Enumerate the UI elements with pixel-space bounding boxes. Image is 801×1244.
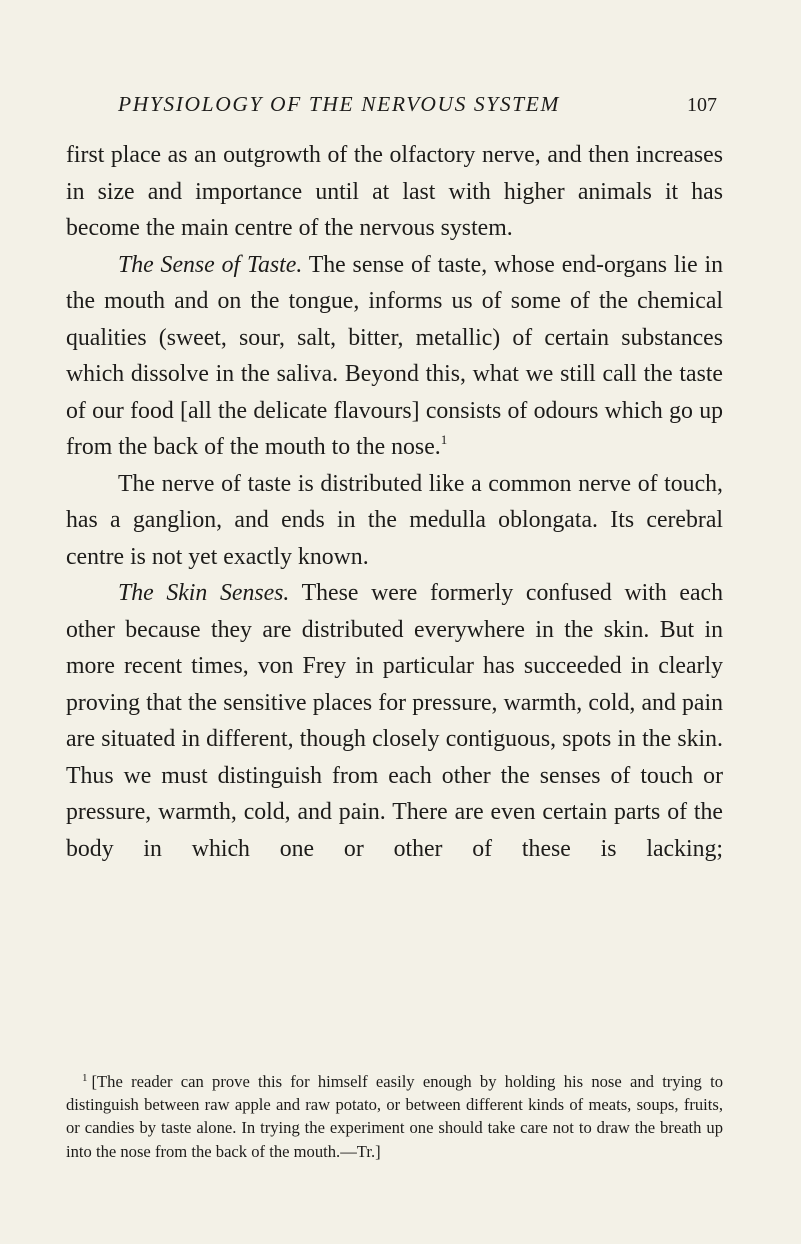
footnotes: [66, 1070, 723, 1163]
paragraph-text: first place as an outgrowth of the olfactory nerve, and then increases in size and importance until at last with higher animals it has become the main centre of the nervous system.: [66, 142, 723, 241]
paragraph-skin-senses: [66, 575, 723, 867]
paragraph-taste: [66, 247, 723, 466]
paragraph-text: These were formerly confused with each other because they are distributed everywhere in the skin. But in more recent times, von Frey in particular has succeeded in clearly proving that the sensitive places for pressure, warmth, cold, and pain are situated in different, though closely contiguous, spots in the skin. Thus we must distinguish from each other the senses of touch or pressure, warmth, cold, and pain. There are even certain parts of the body in which one or other of these is lacking;: [66, 580, 723, 862]
footnote: [66, 1070, 723, 1163]
main-text: [66, 137, 723, 867]
section-heading-taste: The Sense of Taste.: [118, 251, 303, 278]
paragraph-olfactory: [66, 137, 723, 247]
page-number: 107: [687, 94, 717, 116]
footnote-mark: 1: [82, 1072, 88, 1084]
running-head: [118, 92, 720, 117]
paragraph-text: The nerve of taste is distributed like a common nerve of touch, has a ganglion, and ends in the medulla oblongata. Its cerebral centre is not yet exactly known.: [66, 470, 723, 570]
section-heading-skin: The Skin Senses.: [118, 580, 290, 606]
footnote-reference: 1: [440, 432, 448, 447]
paragraph-taste-nerve: [66, 466, 723, 576]
paragraph-text: The sense of taste, whose end-organs lie in the mouth and on the tongue, informs us of some of the chemical qualities (sweet, sour, salt, bitter, metallic) of certain substances which dissolve in the saliva. Beyond this, what we still call the taste of our food [all the delicate flavours] consists of odours which go up from the back of the mouth to the nose.: [66, 251, 723, 460]
running-title: PHYSIOLOGY OF THE NERVOUS SYSTEM: [118, 92, 560, 116]
footnote-text: [The reader can prove this for himself easily enough by holding his nose and trying to distinguish between raw apple and raw potato, or between different kinds of meats, soups, fruits, or candies by taste alone. In trying the experiment one should take care not to draw the breath up into the nose from the back of the mouth.—Tr.]: [66, 1072, 723, 1161]
